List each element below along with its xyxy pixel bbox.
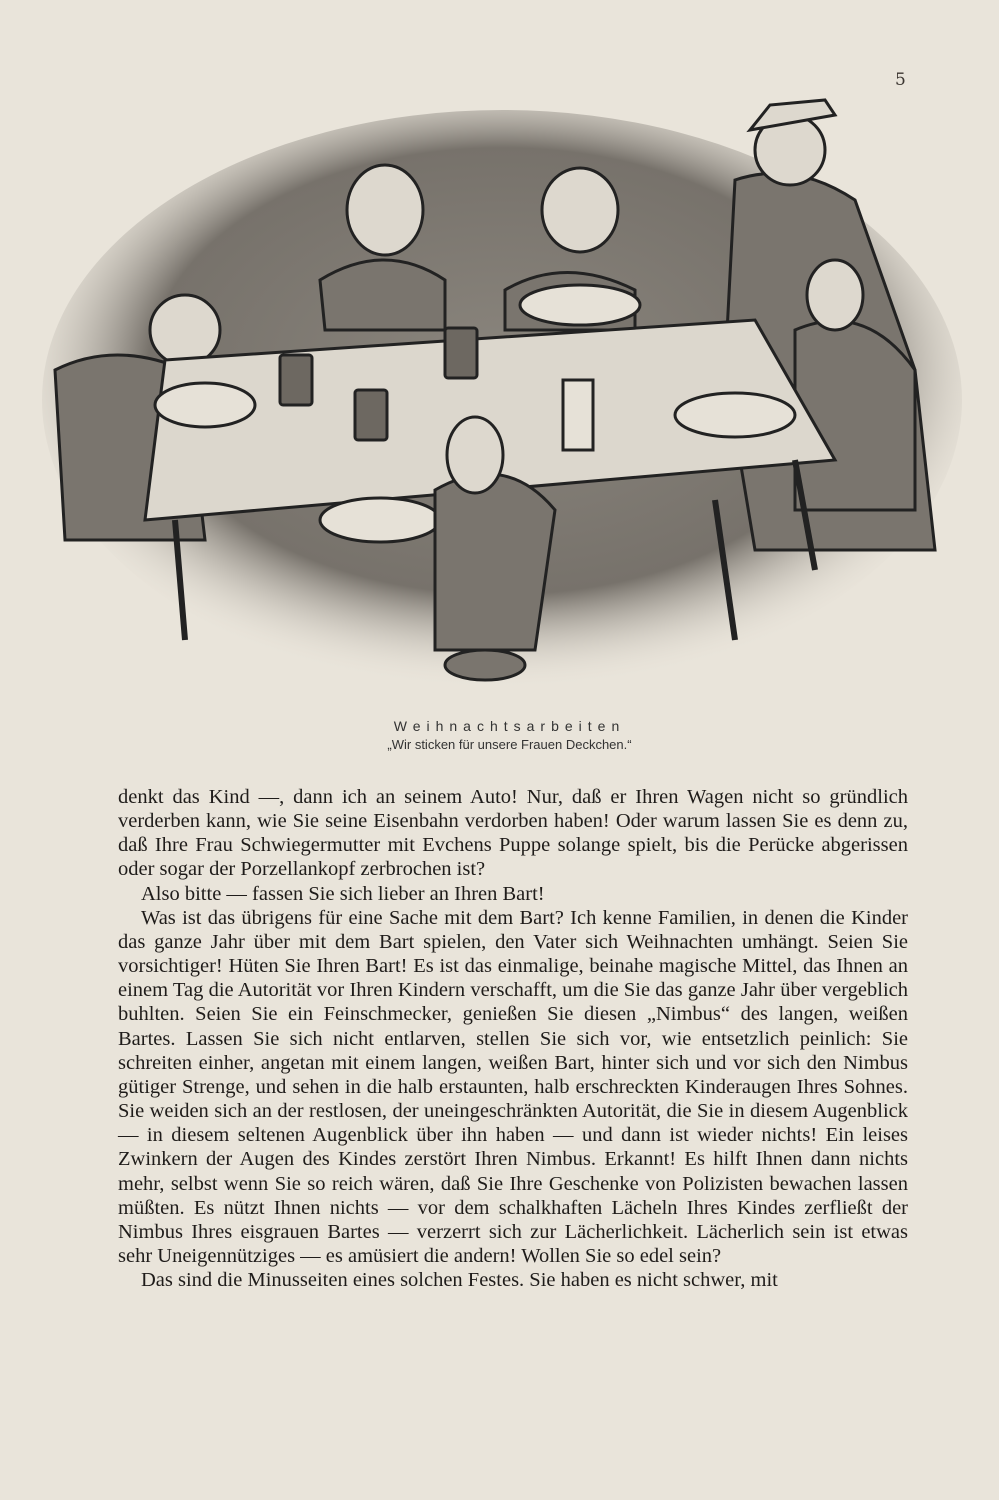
- paragraph: Das sind die Minusseiten eines solchen Festes. Sie haben es nicht schwer, mit: [141, 1269, 778, 1292]
- water-glass: [563, 380, 593, 450]
- paragraph: Was ist das übrigens für eine Sache mit dem Bart? Ich kenne Familien, in denen die Kinder das ganze Jahr über mit dem Bart spielen, den Vater sich Weihnachten umhängt. Seien Sie vorsichtiger! Hüten Sie Ihren Bart! Es ist das einmalige, beinahe magische Mittel, das Ihnen an einem Tag die Autorität vor Ihren Kindern verschafft, um die Sie das ganze Jahr über vergeblich buhlten. Seien Sie ein Feinschmecker, genießen Sie diesen „Nimbus“ des langen, weißen Bartes. Lassen Sie sich nicht entlarven, stellen Sie sich vor, wie entsetzlich peinlich: Sie schreiten einher, angetan mit einem langen, weißen Bart, hinter sich und vor sich den Nimbus gütiger Strenge, und sehen in die halb erstaunten, halb erschreckten Kinderaugen Ihres Sohnes. Sie weiden sich an der restlosen, der uneingeschränkten Autorität, die Sie in diesem Augenblick — in diesem seltenen Augenblick über ihn haben — und dann ist wieder nichts! Ein leises Zwinkern der Augen des Kindes zerstört Ihren Nimbus. Erkannt! Es hilft Ihnen dann nichts mehr, selbst wenn Sie so reich wären, daß Sie Ihre Geschenke von Polizisten bewachen lassen müßten. Es nützt Ihnen nichts — vor dem schalkhaften Lächeln Ihres Kindes zerfließt der Nimbus Ihres eisgrauen Bartes — verzerrt sich zur Lächerlichkeit. Lächerlich sein ist etwas sehr Uneigennütziges — es amüsiert die andern! Wollen Sie so edel sein?: [118, 906, 908, 1267]
- caption-title: Weihnachtsarbeiten: [393, 718, 626, 734]
- paragraph: denkt das Kind —, dann ich an seinem Auto! Nur, daß er Ihren Wagen nicht so gründlich verderben kann, wie Sie seine Eisenbahn verdorben haben! Oder warum lassen Sie es denn zu, daß Ihre Frau Schwiegermutter mit Evchens Puppe solange spielt, bis die Perücke abgerissen oder sogar der Porzellankopf zerbrochen ist?: [118, 786, 908, 881]
- page-number: 5: [895, 70, 906, 90]
- caption-subtitle: „Wir sticken für unsere Frauen Deckchen.“: [387, 737, 632, 752]
- body-text: [118, 785, 908, 1292]
- illustration-embroidery-table: [35, 70, 970, 710]
- caption: [0, 718, 999, 752]
- paragraph: Also bitte — fassen Sie sich lieber an Ihren Bart!: [141, 882, 545, 905]
